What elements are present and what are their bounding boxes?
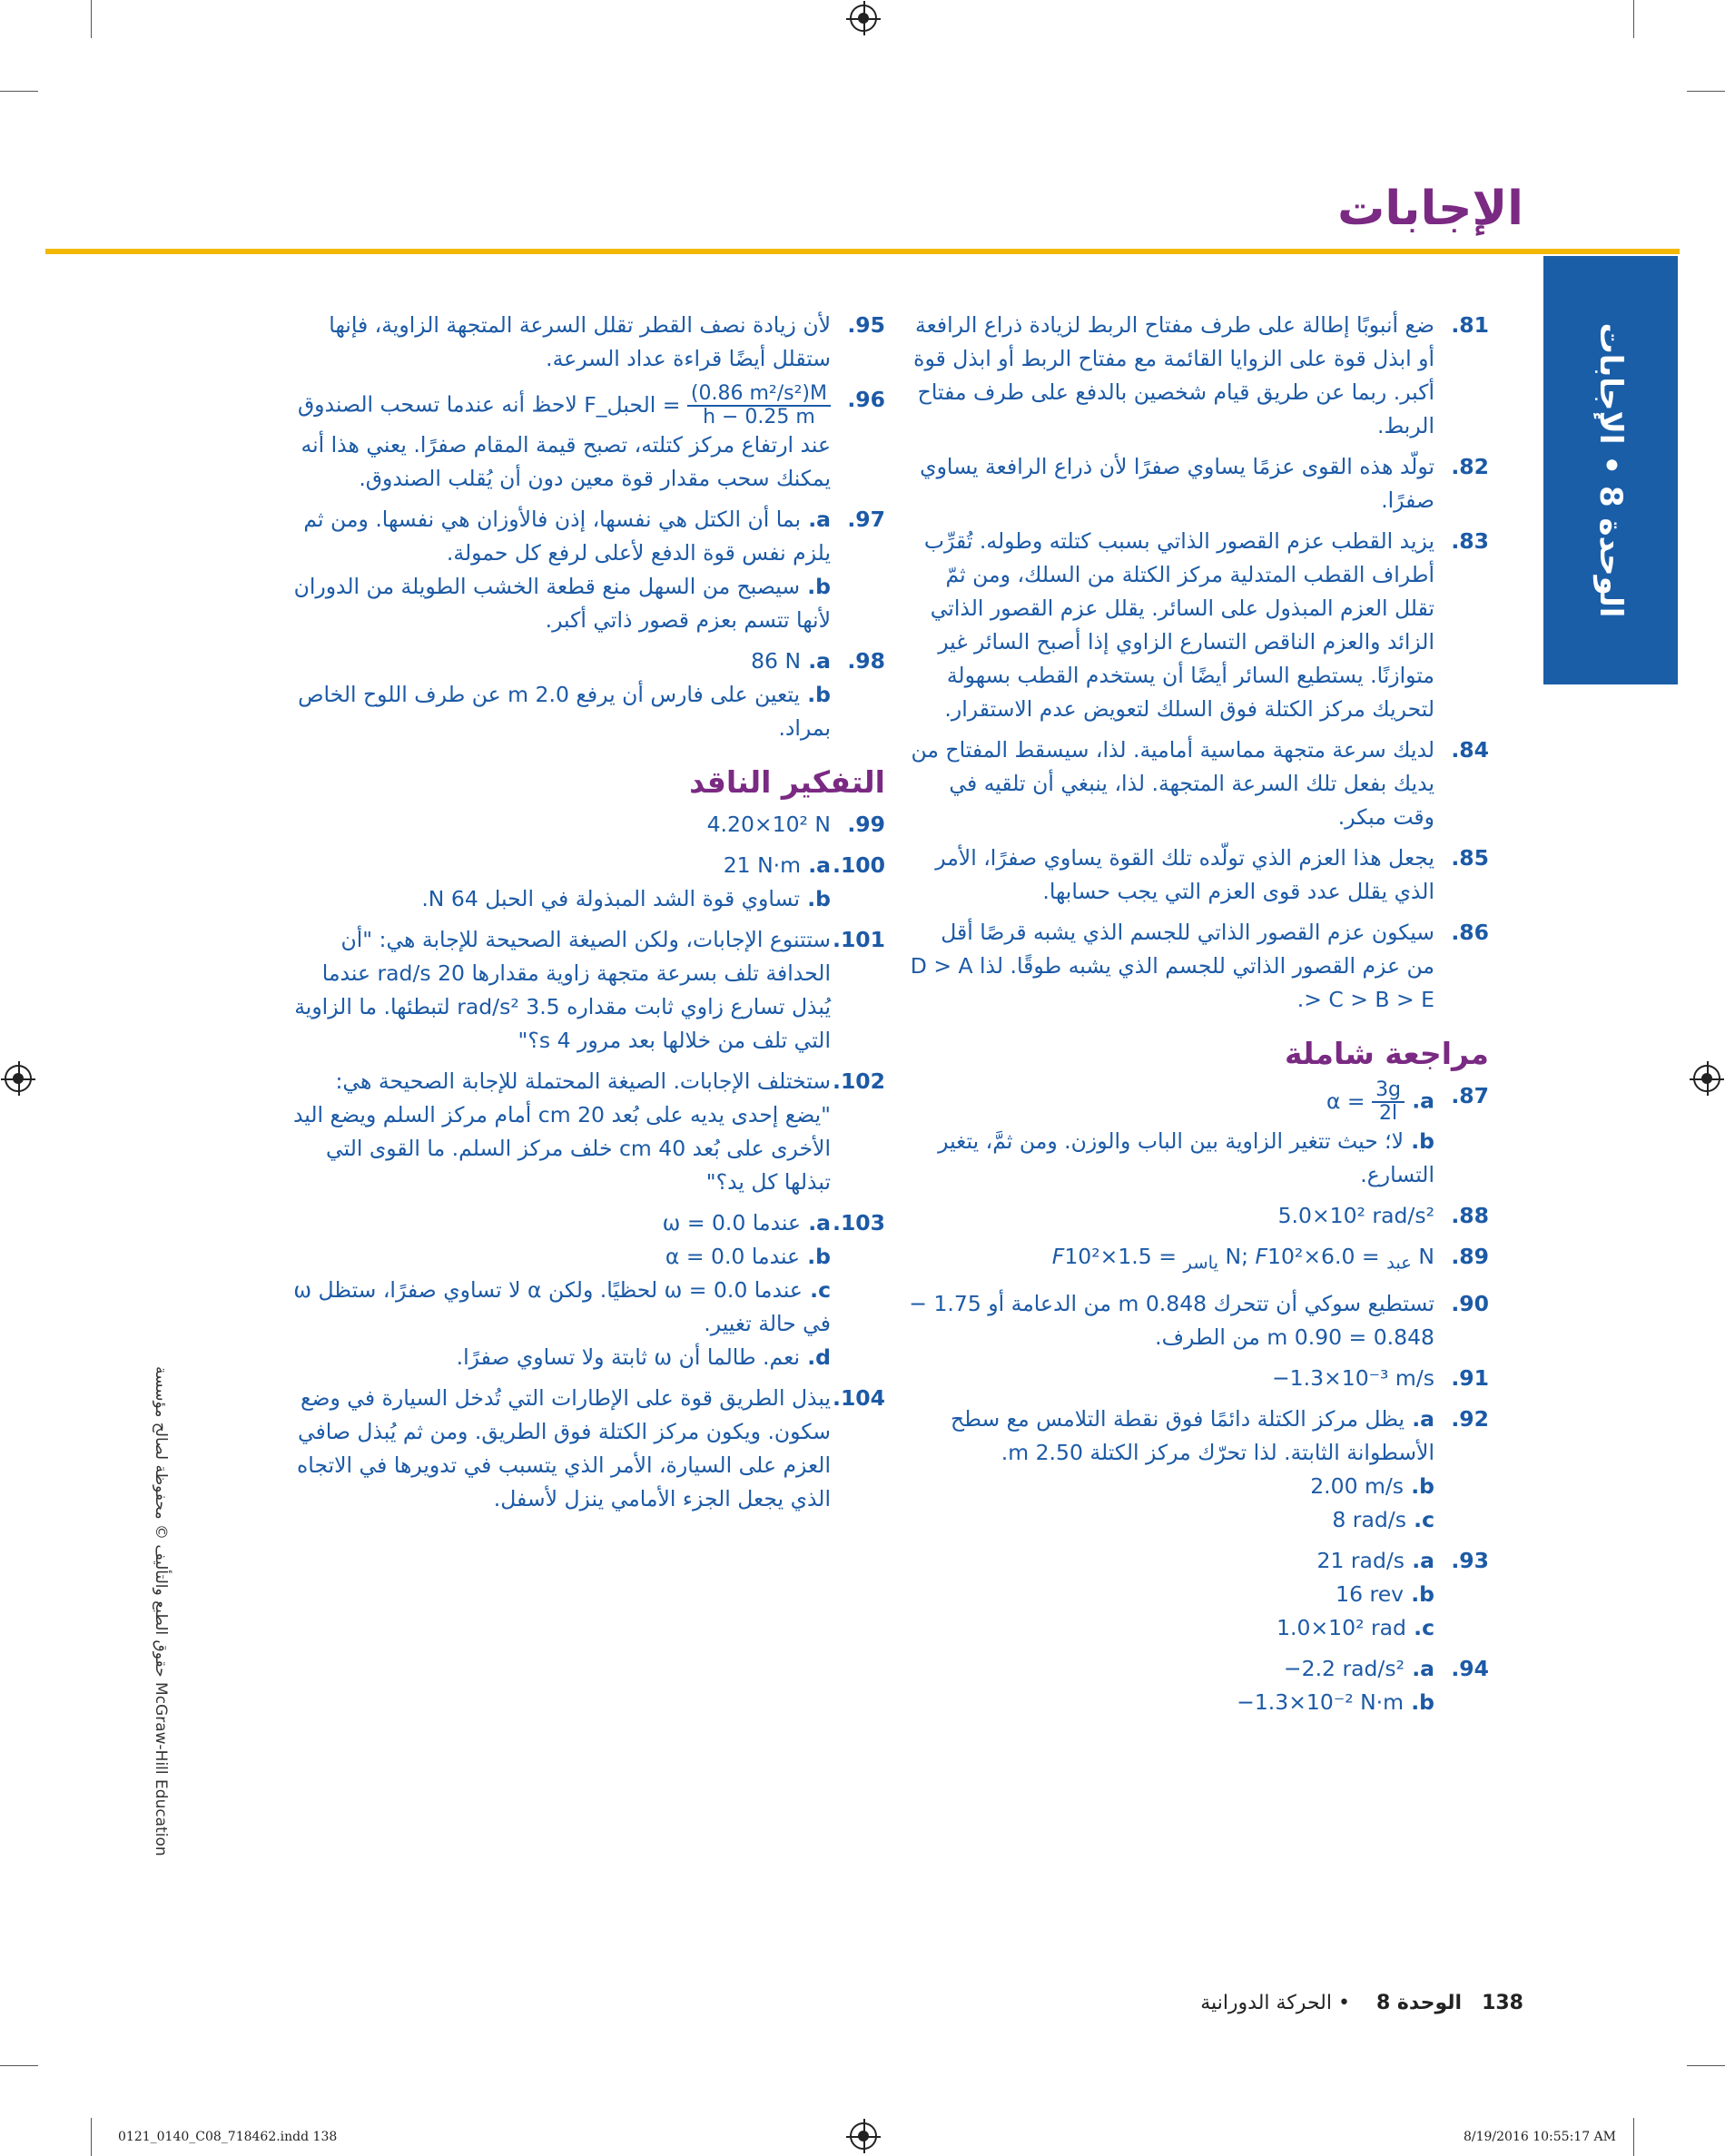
file-slug: 0121_0140_C08_718462.indd 138 bbox=[118, 2130, 338, 2144]
formula-rope-force: F_الحبل = $\frac{\text{(0.86 m²/s²)M}}{h - 0.25 m}$ bbox=[584, 392, 831, 418]
answer-item: 96. F_الحبل = $\frac{\text{(0.86 m²/s²)M}}{h - 0.25 m}$ لاحظ أنه عندما تسحب الصندوق عند ارتفاع مركز كتلته، تصبح قيمة المقام صفرًا. يعني هذا أنه يمكنك سحب مقدار قوة معين دون أن يُقلب الصندوق. bbox=[297, 382, 885, 492]
crop-mark bbox=[1687, 91, 1725, 92]
answer-item: 97. a. بما أن الكتل هي نفسها، إذن فالأوزان هي نفسها. ومن ثم يلزم نفس قوة الدفع لأعلى لرفع كل حمولة. b. سيصبح من السهل منع قطعة الخشب الطويلة من الدوران لأنها تتسم بعزم قصور ذاتي أكبر. bbox=[293, 507, 885, 634]
registration-mark-icon bbox=[850, 5, 877, 32]
crop-mark bbox=[0, 2065, 38, 2066]
footer-unit: الوحدة 8 bbox=[1375, 1992, 1463, 2014]
formula-forces: F $_{ياسر}$ = 1.5×10² N; F $_{عبد}$ = 6.0×10² N bbox=[1051, 1244, 1434, 1275]
side-tab-label: الوحدة 8 • الإجابات bbox=[1592, 322, 1629, 618]
formula-alpha: α = $\frac{3g}{2l}$ bbox=[1326, 1088, 1405, 1114]
crop-mark bbox=[1687, 2065, 1725, 2066]
unit-side-tab bbox=[1543, 256, 1678, 684]
answer-item: 89. F $_{ياسر}$ = 1.5×10² N; F $_{عبد}$ = 6.0×10² N bbox=[1051, 1244, 1489, 1275]
crop-mark bbox=[1633, 0, 1634, 38]
footer-title: الحركة الدورانية bbox=[1200, 1992, 1332, 2014]
answer-item: 101. ستتنوع الإجابات، ولكن الصيغة الصحيحة للإجابة هي: "أن الحدافة تلف بسرعة متجهة زاوية مقدارها 20 rad/s عندما يُبذل تسارع زاوي ثابت مقداره 3.5 rad/s² لتبطئها. ما الزاوية التي تلف من خلالها بعد مرور 4 s؟" bbox=[294, 927, 885, 1054]
crop-mark bbox=[91, 0, 92, 38]
date-slug: 8/19/2016 10:55:17 AM bbox=[1463, 2130, 1616, 2144]
answer-item: 100. a. 21 N·m b. تساوي قوة الشد المبذولة في الحبل 64 N. bbox=[421, 852, 885, 912]
answer-item: 103. a. عندما ω = 0.0 b. عندما α = 0.0 c. عندما ω = 0.0 لحظيًا. ولكن α لا تساوي صفرًا، ستظل ω في حالة تغيير. d. نعم. طالما أن ω ثابتة ولا تساوي صفرًا. bbox=[293, 1210, 885, 1371]
answer-item: 95. لأن زيادة نصف القطر تقلل السرعة المتجهة الزاوية، فإنها ستقلل أيضًا قراءة عداد السرعة. bbox=[329, 312, 885, 371]
crop-mark bbox=[91, 2118, 92, 2156]
answer-item: 98. a. 86 N b. يتعين على فارس أن يرفع 2.0 m عن طرف اللوح الخاص بمراد. bbox=[298, 648, 885, 742]
answer-item: 85. يجعل هذا العزم الذي تولّده تلك القوة يساوي صفرًا، الأمر الذي يقلل عدد قوى العزم التي يجب حسابها. bbox=[935, 845, 1489, 904]
answer-item: 86. سيكون عزم القصور الذاتي للجسم الذي يشبه قرصًا أقل من عزم القصور الذاتي للجسم الذي يشبه طوقًا. لذا D > A > C > B > E. bbox=[910, 920, 1489, 1012]
answer-item: 90. تستطيع سوكي أن تتحرك 0.848 m من الدعامة أو 1.75 − 0.848 = 0.90 m من الطرف. bbox=[909, 1291, 1489, 1351]
answer-item: 83. يزيد القطب عزم القصور الذاتي بسبب كتلته وطوله. تُقرِّب أطراف القطب المتدلية مركز الكتلة من السلك، ومن ثمّ تقلل العزم المبذول على السائر. يقلل عزم القصور الذاتي الزائد والعزم الناقص التسارع الزاوي إذا أصبح السائر غير متوازنًا. يستطيع السائر أيضًا أن يستخدم القطب بسهولة لتحريك مركز الكتلة فوق السلك لتعويض عدم الاستقرار. bbox=[923, 528, 1489, 722]
answer-item: 94. a. −2.2 rad/s² b. −1.3×10⁻² N·m bbox=[1237, 1656, 1489, 1716]
answer-item: 88. 5.0×10² rad/s² bbox=[1277, 1203, 1489, 1229]
answer-item: 92. a. يظل مركز الكتلة دائمًا فوق نقطة التلامس مع سطح الأسطوانة الثابتة. لذا تحرّك مركز الكتلة 2.50 m. b. 2.00 m/s c. 8 rad/s bbox=[951, 1406, 1489, 1533]
answer-item: 82. تولّد هذه القوى عزمًا يساوي صفرًا لأن ذراع الرافعة يساوي صفرًا. bbox=[920, 454, 1489, 513]
answer-item: 104. يبذل الطريق قوة على الإطارات التي تُدخل السيارة في وضع سكون. ويكون مركز الكتلة فوق الطريق. ومن ثم يُبذل صافي العزم على السيارة، الأمر الذي يتسبب في تدويرها في الاتجاه الذي يجعل الجزء الأمامي ينزل لأسفل. bbox=[296, 1385, 885, 1512]
answers-column-right bbox=[908, 309, 1489, 1727]
answer-item: 91. −1.3×10⁻³ m/s bbox=[1271, 1365, 1489, 1392]
answer-item: 99. 4.20×10² N bbox=[706, 812, 885, 838]
section-heading-critical-thinking: التفكير الناقد bbox=[689, 764, 885, 801]
title-rule bbox=[45, 249, 1680, 254]
crop-mark bbox=[1633, 2118, 1634, 2156]
copyright-notice: حقوق الطبع والتأليف © محفوظة لصالح مؤسسة McGraw-Hill Education bbox=[152, 1366, 170, 1856]
answers-column-left bbox=[291, 309, 885, 1523]
page-title: الإجابات bbox=[1337, 182, 1523, 236]
registration-mark-icon bbox=[850, 2122, 877, 2150]
answer-item: 81. ضع أنبوبًا إطالة على طرف مفتاح الربط لزيادة ذراع الرافعة أو ابذل قوة على الزوايا القائمة مع مفتاح الربط أو ابذل قوة أكبر. ربما عن طريق قيام شخصين بالدفع على طرف مفتاح الربط. bbox=[913, 312, 1489, 438]
registration-mark-icon bbox=[1693, 1065, 1720, 1092]
page-footer: 138الوحدة 8 • الحركة الدورانية bbox=[1200, 1992, 1523, 2014]
registration-mark-icon bbox=[5, 1065, 32, 1092]
answer-item: 102. ستختلف الإجابات. الصيغة المحتملة للإجابة الصحيحة هي: "يضع إحدى يديه على بُعد 20 cm أمام مركز السلم ويضع اليد الأخرى على بُعد 40 cm خلف مركز السلم. ما القوى التي تبذلها كل يد؟" bbox=[292, 1068, 885, 1196]
answer-item: 93. a. 21 rad/s b. 16 rev c. 1.0×10² rad bbox=[1276, 1548, 1489, 1641]
answer-item: 87. a. α = $\frac{3g}{2l}$ b. لا؛ حيث تتغير الزاوية بين الباب والوزن. ومن ثمَّ، يتغير التسارع. bbox=[938, 1078, 1489, 1188]
answer-item: 84. لديك سرعة متجهة مماسية أمامية. لذا، سيسقط المفتاح من يديك بفعل تلك السرعة المتجهة. لذا، ينبغي أن تلقيه في وقت مبكر. bbox=[911, 737, 1489, 830]
section-heading-review: مراجعة شاملة bbox=[1285, 1036, 1489, 1071]
page-number: 138 bbox=[1482, 1992, 1523, 2014]
crop-mark bbox=[0, 91, 38, 92]
